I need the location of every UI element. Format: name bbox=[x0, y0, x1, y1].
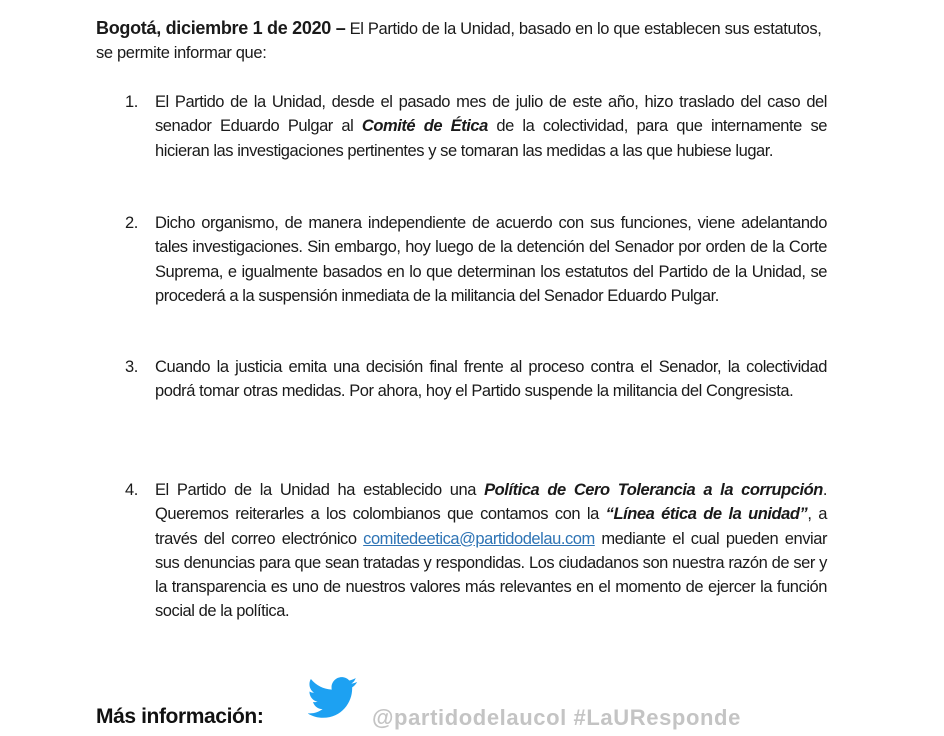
list-item-text bbox=[155, 211, 827, 308]
text-segment: El Partido de la Unidad ha establecido una bbox=[155, 481, 485, 499]
list-item-2 bbox=[125, 211, 827, 308]
text-segment: de la colectividad, para que internamente se hicieran las investigaciones pertinentes y se tomaran las medidas a las que hubiese lugar. bbox=[155, 117, 827, 160]
list-item-text bbox=[155, 355, 827, 404]
emphasis-comite-de-etica: Comité de Ética bbox=[361, 117, 488, 136]
more-info-label: Más información: bbox=[96, 705, 264, 728]
text-segment: . Queremos reiterarles a los colombianos que contamos con la bbox=[155, 481, 827, 524]
list-number: 3. bbox=[125, 358, 138, 376]
list-number: 1. bbox=[125, 93, 138, 111]
email-link[interactable]: comitedeetica@partidodelau.com bbox=[363, 529, 595, 548]
dateline: Bogotá, diciembre 1 de 2020 – bbox=[96, 18, 346, 38]
list-item-text bbox=[155, 478, 827, 624]
list-number: 4. bbox=[125, 481, 138, 499]
twitter-bird-icon bbox=[308, 676, 358, 720]
list-item-1 bbox=[125, 90, 827, 163]
footer-more-info bbox=[96, 676, 896, 736]
intro-text: El Partido de la Unidad, basado en lo que establecen sus estatutos, se permite informar que: bbox=[96, 20, 822, 62]
list-number: 2. bbox=[125, 214, 138, 232]
text-segment: Dicho organismo, de manera independiente de acuerdo con sus funciones, viene adelantando tales investigaciones. Sin embargo, hoy luego de la detención del Senador por orden de la Corte Suprema, e igualmente basados en lo que determinan los estatutos del Partido de la Unidad, se procederá a la suspensión inmediata de la militancia del Senador Eduardo Pulgar. bbox=[155, 214, 827, 305]
list-item-4 bbox=[125, 478, 827, 624]
list-item-3 bbox=[125, 355, 827, 404]
emphasis-cero-tolerancia: Política de Cero Tolerancia a la corrupción bbox=[484, 481, 823, 499]
list-item-text bbox=[155, 90, 827, 163]
text-segment: Cuando la justicia emita una decisión final frente al proceso contra el Senador, la colectividad podrá tomar otras medidas. Por ahora, hoy el Partido suspende la militancia del Congresista. bbox=[155, 358, 827, 401]
twitter-handle[interactable]: @partidodelaucol #LaUResponde bbox=[372, 705, 741, 730]
emphasis-linea-etica: “Línea ética de la unidad” bbox=[605, 505, 808, 524]
text-segment: mediante el cual pueden enviar sus denuncias para que sean tratadas y respondidas. Los ciudadanos son nuestra razón de ser y la transparencia es uno de nuestros valores más relevantes en el momento de ejercer la función social de la política. bbox=[155, 529, 827, 621]
text-segment: El Partido de la Unidad, desde el pasado mes de julio de este año, hizo traslado del caso del senador Eduardo Pulgar al bbox=[155, 93, 827, 136]
text-segment: , a través del correo electrónico bbox=[155, 505, 828, 548]
intro-paragraph bbox=[96, 16, 830, 65]
